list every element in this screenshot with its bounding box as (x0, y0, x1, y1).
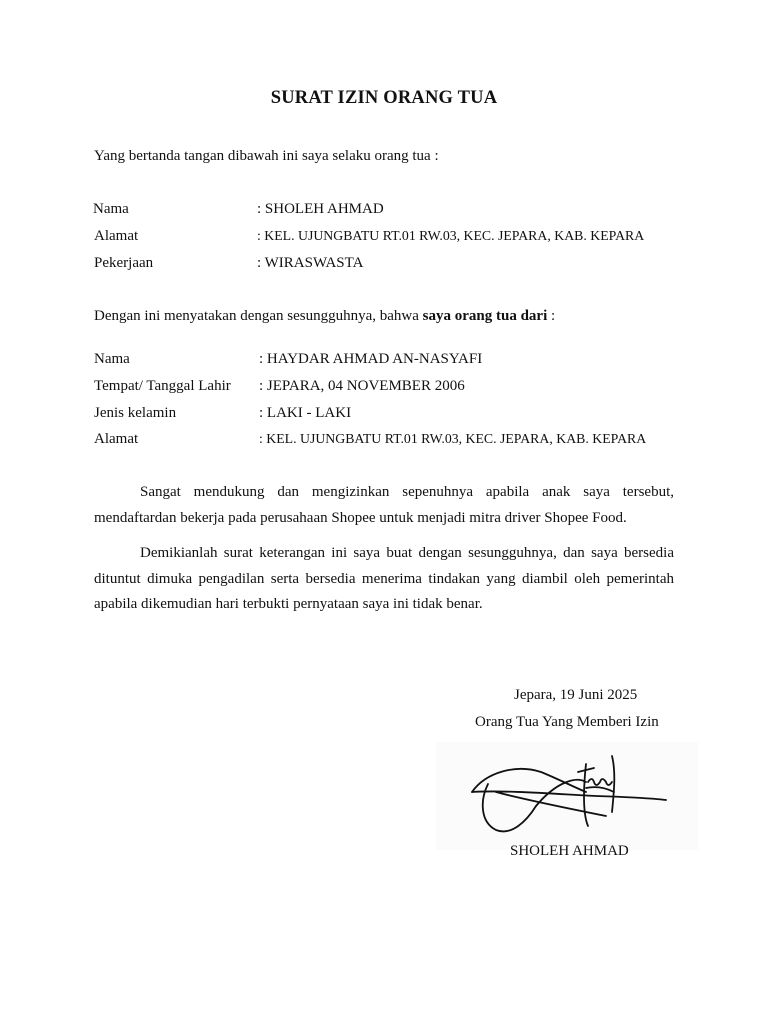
child-jk-label: Jenis kelamin (94, 405, 177, 421)
child-nama-value: : HAYDAR AHMAD AN-NASYAFI (259, 351, 483, 367)
statement-text (94, 306, 555, 326)
signer-name: SHOLEH AHMAD (510, 843, 629, 859)
child-alamat-value: : KEL. UJUNGBATU RT.01 RW.03, KEC. JEPARA, KAB. KEPARA (259, 431, 647, 446)
parent-nama-value: : SHOLEH AHMAD (257, 201, 384, 217)
child-jk-value: : LAKI - LAKI (259, 405, 352, 421)
signer-role: Orang Tua Yang Memberi Izin (475, 714, 659, 730)
paragraph-support: Sangat mendukung dan mengizinkan sepenuhnya apabila anak saya tersebut, mendaftardan bekerja pada perusahaan Shopee untuk menjadi mitra driver Shopee Food. (94, 484, 674, 526)
child-nama-label: Nama (94, 351, 130, 367)
statement-suffix: : (547, 308, 556, 324)
parent-nama-label: Nama (93, 201, 129, 217)
parent-pekerjaan-label: Pekerjaan (94, 255, 154, 271)
statement-bold: saya orang tua dari (422, 308, 548, 324)
intro-text: Yang bertanda tangan dibawah ini saya selaku orang tua : (94, 148, 439, 164)
child-ttl-value: : JEPARA, 04 NOVEMBER 2006 (259, 378, 465, 394)
parent-alamat-value: : KEL. UJUNGBATU RT.01 RW.03, KEC. JEPARA, KAB. KEPARA (257, 228, 645, 243)
statement-prefix: Dengan ini menyatakan dengan sesungguhnya, bahwa (94, 308, 423, 324)
child-ttl-label: Tempat/ Tanggal Lahir (94, 378, 231, 394)
handwritten-signature (436, 742, 698, 850)
paragraph-declaration: Demikianlah surat keterangan ini saya buat dengan sesungguhnya, dan saya bersedia dituntut dimuka pengadilan serta bersedia menerima tindakan yang diambil oleh pemerintah apabila dikemudian hari terbukti pernyataan saya ini tidak benar. (94, 545, 674, 612)
parent-alamat-label: Alamat (94, 228, 139, 244)
place-date: Jepara, 19 Juni 2025 (514, 687, 638, 703)
document-title: SURAT IZIN ORANG TUA (270, 88, 498, 108)
parent-pekerjaan-value: : WIRASWASTA (257, 255, 364, 271)
child-alamat-label: Alamat (94, 431, 139, 447)
signature-drawing (436, 742, 698, 850)
